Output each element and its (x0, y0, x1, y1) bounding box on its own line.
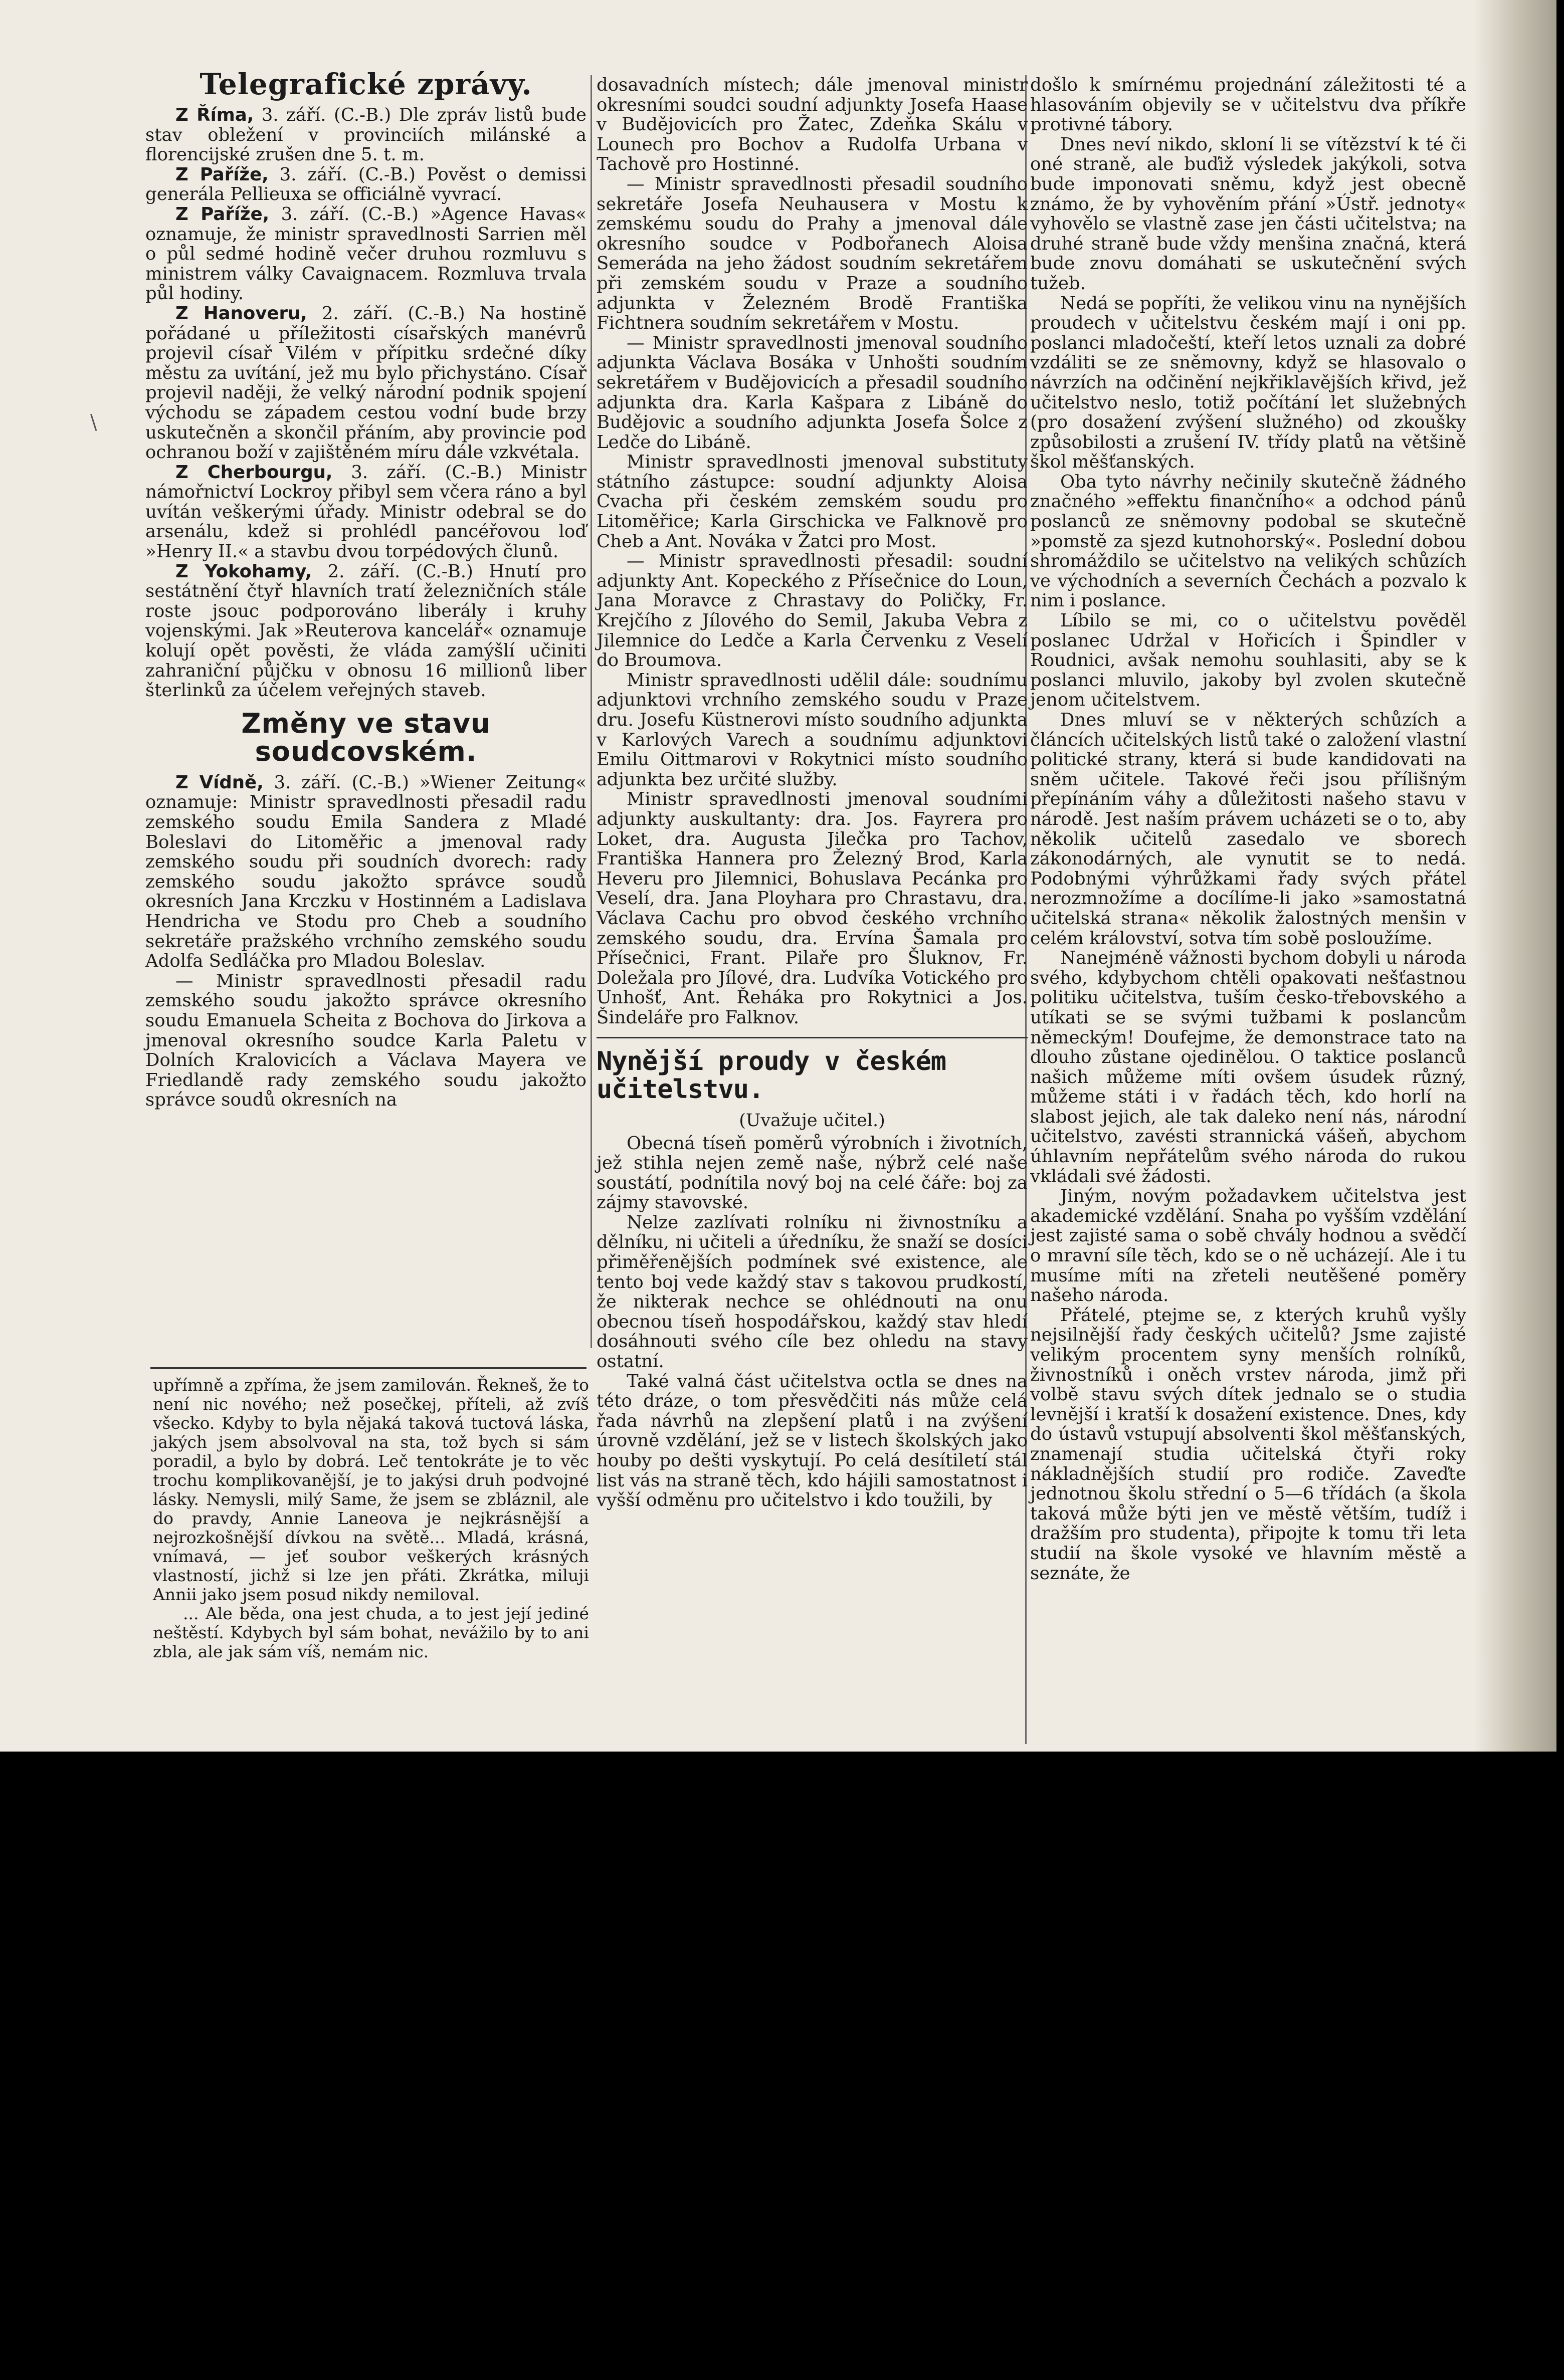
paragraph: Ministr spravedlnosti udělil dále: soudnímu adjunktovi vrchního zemského soudu v Praze dru. Josefu Küstnerovi místo soudního adjunkta v Karlových Varech a soudnímu adjunktovi Emilu Oittmarovi v Rokytnici místo soudního adjunkta bez určité služby. (597, 670, 1028, 790)
telegrams-heading: Telegrafické zprávy. (200, 67, 532, 101)
paragraph: Přátelé, ptejme se, z kterých kruhů vyšly nejsilnější řady českých učitelů? Jsme zajisté velikým procentem syny menších rolníků, živnostníků i oněch vrstev národa, jimž při volbě stavu svých dítek jednalo se o studia levnější i kratší k dosažení existence. Dnes, kdy do ústavů vstupují absolventi škol měšťanských, znamenají studia učitelská čtyři roky nákladnějších studií pro rodiče. Zaveďte jednotnou školu střední o 5—6 třídách (a škola taková může býti jen ve městě větším, tudíž i dražším pro studenta), připojte k tomu tři leta studií na škole vysoké ve hlavním městě a seznáte, že (1030, 1305, 1466, 1584)
feuilleton-paragraph: ... Ale běda, ona jest chuda, a to jest její jediné neštěstí. Kdybych byl sám bohat, nevážilo by to ani zbla, ale jak sám víš, nemám nic. (153, 1604, 589, 1661)
telegrams-list (145, 105, 586, 701)
paragraph: Jiným, novým požadavkem učitelstva jest akademické vzdělání. Snaha po vyšším vzdělání jest zajisté sama o sobě chvály hodnou a svědčí o mravní síle těch, kdo se o ně ucházejí. Ale i tu musíme míti na zřeteli neutěšené poměry našeho národa. (1030, 1186, 1466, 1306)
paragraph: Nedá se popříti, že velikou vinu na nynějších proudech v učitelstvu českém mají i oni pp. poslanci mladočeští, kteří letos uznali za dobré vzdáliti se ze sněmovny, když se hlasovalo o návrzích na odčinění nejkřiklavějších křivd, jež učitelstvo neslo, totiž počítání let služebných (pro dosažení zvýšení služného) od zkoušky způsobilosti a zrušení IV. třídy platů na většině škol měšťanských. (1030, 293, 1466, 473)
feuilleton (153, 1376, 589, 1661)
news-text: — Ministr spravedlnosti přesadil radu zemského soudu jakožto správce okresního soudu Emanuela Scheita z Bochova do Jirkova a jmenoval okresního soudce Karla Paletu v Dolních Kralovicích a Václava Mayera ve Friedlandě rady zemského soudu jakožto správce soudů okresních na (145, 970, 586, 1111)
paragraph: Líbilo se mi, co o učitelstvu pověděl poslanec Udržal v Hořicích i Špindler v Roudnici, avšak nemohu souhlasiti, aby se k poslanci mluvilo, jakoby byl zvolen skutečně jenom učitelstvem. (1030, 610, 1466, 711)
news-item (145, 971, 586, 1110)
news-item (145, 105, 586, 165)
news-text: 3. září. (C.-B.) Dle zpráv listů bude stav obležení v provinciích milánské a florencijské zrušen dne 5. t. m. (145, 105, 586, 165)
news-item (145, 463, 586, 562)
column-2 (597, 75, 1028, 1510)
feuilleton-paragraph: upřímně a zpříma, že jsem zamilován. Řekneš, že to není nic nového; než posečkej, příteli, až zvíš všecko. Kdyby to byla nějaká taková tuctová láska, jakých jsem absolvoval na sta, tož bych si sám poradil, a bylo by dobrá. Leč tentokráte je to věc trochu komplikovanější, je to jakýsi druh podvojné lásky. Nemysli, milý Same, že jsem se zbláznil, ale do pravdy, Annie Laneova je nejkrásnější a nejrozkošnější dívkou na světě... Mladá, krásná, vnímavá, — jeť soubor veškerých krásných vlastností, jichž si lze jen přáti. Zkrátka, miluji Annii jako jsem posud nikdy nemiloval. (153, 1375, 589, 1604)
paragraph: — Ministr spravedlnosti jmenoval soudního adjunkta Václava Bosáka v Unhošti soudním sekretářem v Budějovicích a přesadil soudního adjunkta dra. Karla Kašpara z Libáně do Budějovic a soudního adjunkta Josefa Šolce z Ledče do Libáně. (597, 332, 1028, 453)
dateline-place: Z Vídně, (175, 772, 264, 793)
judiciary-changes-heading: Změny ve stavu soudcovském. (241, 707, 491, 767)
news-item (145, 773, 586, 971)
news-item (145, 204, 586, 304)
paragraph: Obecná tíseň poměrů výrobních i životních, jež stihla nejen země naše, nýbrž celé naše soustátí, podnítila nový boj na celé čáře: boj za zájmy stavovské. (597, 1133, 1028, 1213)
dateline-place: Z Cherbourgu, (175, 462, 333, 483)
judiciary-changes-list (145, 773, 586, 1110)
paragraph: Nelze zazlívati rolníku ni živnostníku a dělníku, ni učiteli a úředníku, že snaží se dosíci přiměřenějších podmínek své existence, ale tento boj vede každý stav s takovou prudkostí, že nikterak nechce se ohlédnouti na onu obecnou tíseň hospodářskou, každý stav hledí dosáhnouti svého cíle bez ohledu na stavy ostatní. (597, 1212, 1028, 1372)
paragraph: Také valná část učitelstva octla se dnes na této dráze, o tom přesvědčiti nás může celá řada návrhů na zlepšení platů i na zvýšení úrovně vzdělání, jež se v listech školských jako houby po dešti vyskytují. Po celá desítiletí stál list vás na straně těch, kdo hájili samostatnost i vyšší odměnu pro učitelstvo i kdo toužili, by (597, 1371, 1028, 1511)
news-item (145, 304, 586, 463)
paragraph: Dnes mluví se v některých schůzích a článcích učitelských listů také o založení vlastní politické strany, která si bude kandidovati na sněm učitele. Takové řeči jsou přílišným přepínáním váhy a důležitosti našeho stavu v národě. Jest naším právem ucházeti se o to, aby několik učitelů zasedalo ve sborech zákonodárných, ale vynutit se to nedá. Podobnými výhrůžkami řady svých přátel nerozmnožíme a docílíme-li jako »samostatná učitelská strana« několik žalostných menšin v celém království, sotva tím sobě posloužíme. (1030, 710, 1466, 949)
paragraph: Ministr spravedlnosti jmenoval soudními adjunkty auskultanty: dra. Jos. Fayrera pro Loket, dra. Augusta Jilečka pro Tachov, Františka Hannera pro Železný Brod, Karla Heveru pro Jilemnici, Bohuslava Pecánka pro Veselí, dra. Jana Ployhara pro Chrastavu, dra. Václava Cachu pro obvod českého vrchního zemského soudu, dra. Ervína Šamala pro Přísečnici, Frant. Pilaře pro Šluknov, Fr. Doležala pro Jílové, dra. Ludvíka Votického pro Unhošť, Ant. Řeháka pro Rokytnici a Jos. Šindeláře pro Falknov. (597, 789, 1028, 1028)
teachers-article-continued (1030, 75, 1466, 1583)
dateline-place: Z Hanoveru, (175, 303, 307, 324)
feuilleton-body (153, 1376, 589, 1661)
paragraph: dosavadních místech; dále jmenoval ministr okresními soudci soudní adjunkty Josefa Haase v Budějovicích pro Žatec, Zdeňka Skálu v Lounech pro Bochov a Rudolfa Urbana v Tachově pro Hostinné. (597, 75, 1028, 175)
paragraph: Ministr spravedlnosti jmenoval substituty státního zástupce: soudní adjunkty Aloisa Cvacha při českém zemském soudu pro Litoměřice; Karla Girschicka ve Falknově pro Cheb a Ant. Nováka v Žatci pro Most. (597, 452, 1028, 552)
dateline-place: Z Říma, (175, 105, 254, 125)
paragraph: došlo k smírnému projednání záležitosti té a hlasováním objevily se v učitelstvu dva příkře protivné tábory. (1030, 75, 1466, 135)
paragraph: Nanejméně vážnosti bychom dobyli u národa svého, kdybychom chtěli opakovati nešťastnou politiku učitelstva, tuším česko-třebovského a utíkati se se svými tužbami k poslancům německým! Doufejme, že demonstrace tato na dlouho zůstane ojedinělou. O taktice poslanců našich můžeme míti ovšem úsudek různý, můžeme státi i v řadách těch, kdo horlí na slabost jejich, ale tak daleko není nás, národní učitelstvo, zavésti strannická vášeň, abychom úhlavním nepřátelům svého národa do rukou vkládali své žádosti. (1030, 948, 1466, 1187)
teachers-article-heading: Nynější proudy v českém učitelstvu. (597, 1046, 946, 1105)
judiciary-changes-continued (597, 75, 1028, 1028)
teachers-article-subtitle: (Uvažuje učitel.) (739, 1110, 885, 1131)
margin-mark: \ (90, 411, 97, 434)
dateline-place: Z Yokohamy, (175, 561, 312, 582)
feuilleton-divider (150, 1367, 586, 1369)
news-item (145, 562, 586, 701)
news-text: 2. září. (C.-B.) Hnutí pro sestátnění čtyř hlavních tratí železničních stále roste jsouc podporováno liberály i kruhy vojenskými. Jak »Reuterova kancelář« oznamuje kolují opět pověsti, že vláda zamýšlí učiniti zahraniční půjčku v obnosu 16 millionů liber šterlinků za účelem veřejných staveb. (145, 561, 587, 701)
news-text: 2. září. (C.-B.) Na hostině pořádané u příležitosti císařských manévrů projevil císař Vilém v přípitku srdečné díky městu za uvítání, jež mu bylo přichystáno. Císař projevil naději, že velký národní podnik spojení východu se západem cestou vodní bude brzy uskutečněn a skončil přáním, aby provincie pod ochranou boží v zajištěném míru dále vzkvétala. (145, 303, 586, 463)
news-item (145, 165, 586, 204)
dateline-place: Z Paříže, (175, 203, 270, 225)
news-text: 3. září. (C.-B.) Ministr námořnictví Lockroy přibyl sem včera ráno a byl uvítán veškerými úřady. Ministr odebral se do arsenálu, kdež si prohlédl pancéřovou loď »Henry II.« a stavbu dvou torpédových člunů. (145, 462, 586, 562)
teachers-article-body (597, 1134, 1028, 1510)
column-1 (145, 67, 587, 1111)
news-text: 3. září. (C.-B.) »Wiener Zeitung« oznamuje: Ministr spravedlnosti přesadil radu zemského soudu Emila Sandera z Mladé Boleslavi do Litoměřic a jmenoval rady zemského soudu při soudních dvorech: rady zemského soudu jakožto správce soudů okresních Jana Krczku v Hostinném a Ladislava Hendricha ve Stodu pro Cheb a soudního sekretáře pražského vrchního zemského soudu Adolfa Sedláčka pro Mladou Boleslav. (145, 772, 586, 972)
column-3 (1030, 75, 1466, 1583)
news-text: 3. září. (C.-B.) Pověst o demissi generála Pellieuxa se officiálně vyvrací. (145, 164, 586, 205)
paragraph: — Ministr spravedlnosti přesadil: soudní adjunkty Ant. Kopeckého z Přísečnice do Loun, Jana Moravce z Chrastavy do Poličky, Fr. Krejčího z Jílového do Semil, Jakuba Vebra z Jilemnice do Ledče a Karla Červenku z Veselí do Broumova. (597, 551, 1028, 671)
page-edge-shadow (1474, 0, 1556, 1752)
dateline-place: Z Paříže, (175, 164, 269, 185)
section-divider (597, 1037, 1028, 1038)
paragraph: Dnes neví nikdo, skloní li se vítězství k té či oné straně, ale buďiž výsledek jakýkoli, sotva bude imponovati sněmu, když jest obecně známo, že by vyhověním přání »Ústř. jednoty« vyhovělo se vlastně zase jen části učitelstva; na druhé straně bude vždy menšina značná, která bude znovu domáhati se uskutečnění svých tužeb. (1030, 134, 1466, 294)
paragraph: — Ministr spravedlnosti přesadil soudního sekretáře Josefa Neuhausera v Mostu k zemskému soudu do Prahy a jmenoval dále okresního soudce v Podbořanech Aloisa Semeráda na jeho žádost soudním sekretářem při zemském soudu v Praze a soudního adjunkta v Železném Brodě Františka Fichtnera soudním sekretářem v Mostu. (597, 173, 1028, 334)
paragraph: Oba tyto návrhy nečinily skutečně žádného značného »effektu finančního« a odchod pánů poslanců ze sněmovny podobal se skutečně »pomstě za sjezd kutnohorský«. Poslední dobou shromáždilo se učitelstvo na velikých schůzích ve východních a severních Čechách a pozvalo k nim i poslance. (1030, 471, 1466, 611)
news-text: 3. září. (C.-B.) »Agence Havas« oznamuje, že ministr spravedlnosti Sarrien měl o půl sedmé hodině večer druhou rozmluvu s ministrem války Cavaignacem. Rozmluva trvala půl hodiny. (145, 203, 586, 304)
column-divider-1 (591, 75, 592, 1348)
